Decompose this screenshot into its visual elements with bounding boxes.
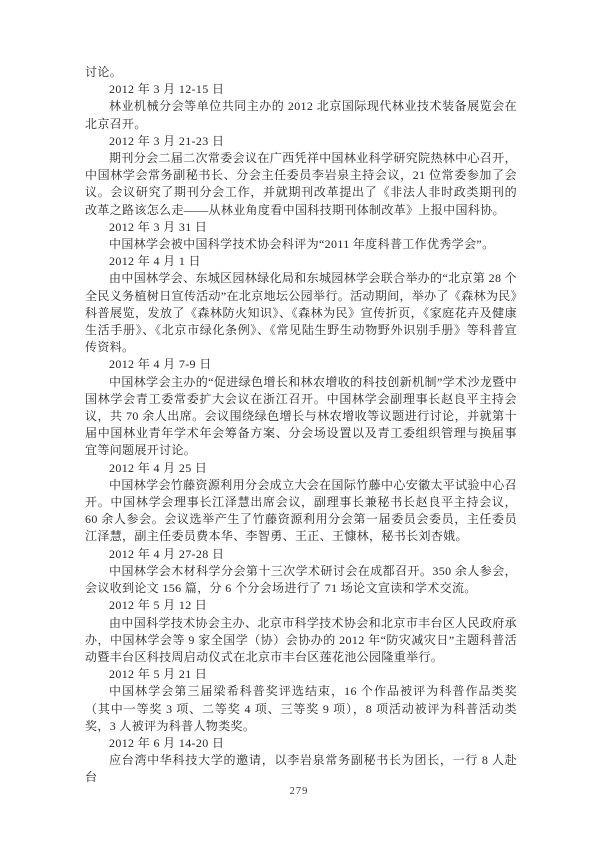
event-entry (85, 546, 517, 598)
event-date: 2012 年 6 月 14-20 日 (109, 735, 225, 750)
event-text: 由中国科学技术协会主办、北京市科学技术协会和北京市丰台区人民政府承办，中国林学会等 9 家全国学（协）会协办的 2012 年“防灾减灾日”主题科普活动暨丰台区科技周启动仪式在北京市丰台区莲花池公园隆重举行。 (85, 615, 517, 664)
event-text: 中国林学会被中国科学技术协会科评为“2011 年度科普工作优秀学会”。 (109, 237, 495, 252)
event-text: 中国林学会竹藤资源利用分会成立大会在国际竹藤中心安徽太平试验中心召开。中国林学会理事长江泽慧出席会议，副理事长兼秘书长赵良平主持会议，60 余人参会。会议选举产生了竹藤资源利用分会第一届委员会委员，主任委员江泽慧，副主任委员费本华、李智勇、王正、王慷林，秘书长刘杏娥。 (85, 477, 517, 544)
event-date: 2012 年 3 月 12-15 日 (109, 82, 225, 97)
event-entry (85, 597, 517, 666)
event-text: 应台湾中华科技大学的邀请，以李岩泉常务副秘书长为团长，一行 8 人赴台 (85, 753, 517, 785)
event-entry (85, 81, 517, 133)
event-text: 期刊分会二届二次常委会议在广西凭祥中国林业科学研究院热林中心召开，中国林学会常务副秘书长、分会主任委员李岩泉主持会议，21 位常委参加了会议。会议研究了期刊分会工作，并就期刊改革提出了《非法人非时政类期刊的改革之路该怎么走——从林业角度看中国科技期刊体制改革》上报中国科协。 (85, 151, 517, 217)
event-entry (85, 666, 517, 735)
event-entry (85, 356, 517, 459)
event-text: 由中国林学会、东城区园林绿化局和东城园林学会联合举办的“北京第 28 个全民义务植树日宣传活动”在北京地坛公园举行。活动期间，举办了《森林为民》科普展览，发放了《森林防火知识》、《森林为民》宣传折页，《家庭花卉及健康生活手册》、《北京市绿化条例》、《常见陆生野生动物野外识别手册》等科普宣传资料。 (85, 271, 517, 355)
event-text: 中国林学会第三届梁希科普奖评选结束，16 个作品被评为科普作品类奖（其中一等奖 3 项、二等奖 4 项、三等奖 9 项），8 项活动被评为科普活动类奖，3 人被评为科普人物类奖。 (85, 684, 517, 733)
event-entry (85, 133, 517, 219)
event-text: 中国林学会木材科学分会第十三次学术研讨会在成都召开。350 余人参会，会议收到论文 156 篇，分 6 个分会场进行了 71 场论文宣读和学术交流。 (85, 563, 517, 596)
event-date: 2012 年 4 月 1 日 (109, 254, 201, 269)
event-date: 2012 年 3 月 31 日 (109, 219, 208, 234)
event-entry (85, 253, 517, 356)
event-date: 2012 年 5 月 12 日 (109, 598, 208, 613)
event-date: 2012 年 4 月 25 日 (109, 460, 208, 475)
event-date: 2012 年 4 月 27-28 日 (109, 546, 225, 561)
event-entry (85, 735, 517, 787)
continuation-paragraph: 讨论。 (85, 65, 123, 79)
page-number: 279 (289, 786, 309, 797)
event-date: 2012 年 5 月 21 日 (109, 667, 208, 682)
event-entry (85, 460, 517, 546)
event-date: 2012 年 4 月 7-9 日 (109, 357, 212, 372)
event-text: 林业机械分会等单位共同主办的 2012 北京国际现代林业技术装备展览会在北京召开。 (85, 99, 517, 131)
page-body (85, 64, 517, 787)
event-date: 2012 年 3 月 21-23 日 (109, 133, 225, 148)
event-entry (85, 219, 517, 253)
event-text: 中国林学会主办的“促进绿色增长和林农增收的科技创新机制”学术沙龙暨中国林学会青工委常委扩大会议在浙江召开。中国林学会副理事长赵良平主持会议，共 70 余人出席。会议围绕绿色增长与林农增收等议题进行讨论，并就第十届中国林业青年学术年会筹备方案、分会场设置以及青工委组织管理与换届事宜等问题展开讨论。 (85, 374, 517, 458)
